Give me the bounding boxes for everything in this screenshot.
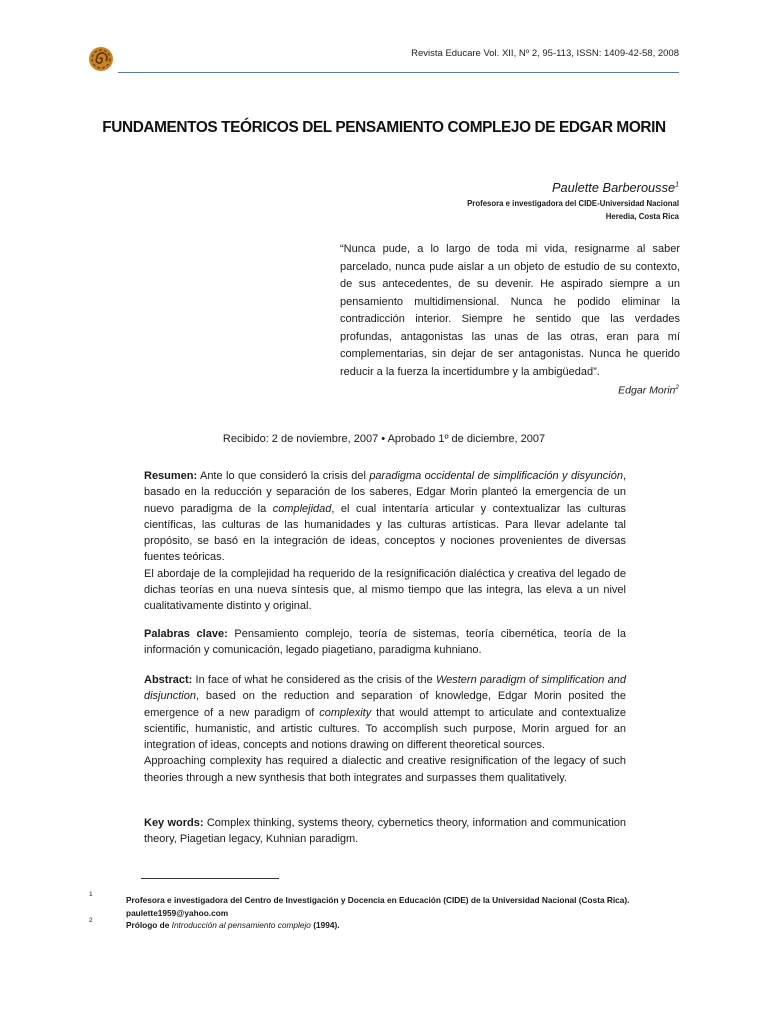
footnote-separator (141, 878, 279, 879)
paper-title: FUNDAMENTOS TEÓRICOS DEL PENSAMIENTO COMPLEJO DE EDGAR MORIN (102, 119, 666, 136)
footnote-number: 2 (89, 917, 93, 924)
footnote-2-text: Prólogo de (126, 920, 172, 930)
footnote-2-text: (1994). (310, 920, 340, 930)
abstract-text: that would attempt to articulate and contextualize scientific, humanistic, and artistic cultures. To accomplish such purpose, Morin argued for an integration of ideas, concepts and notions drawing on different theoretical sources. (144, 706, 626, 752)
resumen-text: Ante lo que consideró la crisis del (197, 470, 370, 482)
abstract-paragraph-2: Approaching complexity has required a dialectic and creative resignification of the legacy of such theories through a new synthesis that both integrates and surpasses them qualitatively. (144, 755, 626, 784)
footnote-1 (126, 894, 681, 920)
epigraph-quote: “Nunca pude, a lo largo de toda mi vida, resignarme al saber parcelado, nunca pude aislar a un objeto de estudio de su contexto, de sus antecedentes, de su devenir. He aspirado siempre a un pensamiento multidimensional. Nunca he podido eliminar la contradicción interior. Siempre he sentido que las verdades profundas, antagonistas las unas de las otras, eran para mí complementarias, sin dejar de ser antagonistas. Nunca he querido reducir a la fuerza la incertidumbre y la ambigüedad”. (340, 243, 680, 378)
abstract-paragraph-1 (144, 672, 626, 753)
spiral-logo-icon (88, 46, 114, 72)
affiliation-line-1: Profesora e investigadora del CIDE-Universidad Nacional (467, 199, 679, 208)
palabras-clave-section (144, 626, 626, 659)
resumen-label: Resumen: (144, 470, 198, 482)
abstract-text: In face of what he considered as the crisis of the (192, 674, 436, 686)
resumen-paragraph-2: El abordaje de la complejidad ha requerido de la resignificación dialéctica y creativa del legado de dichas teorías en una nueva síntesis que, al mismo tiempo que las integra, las eleva a un nivel cualitativamente distinto y original. (144, 567, 626, 613)
epigraph-author (618, 384, 679, 397)
abstract-italic: complexity (319, 706, 372, 719)
epigraph-footnote-ref: 2 (675, 384, 679, 391)
palabras-clave-text: Pensamiento complejo, teoría de sistemas, teoría cibernética, teoría de la información y comunicación, legado piagetiano, paradigma kuhniano. (144, 628, 626, 657)
resumen-text: , el cual intentaría articular y contextualizar las culturas científicas, las culturas de las humanidades y las culturas artísticas. Para llevar adelante tal propósito, se basó en la integración de ideas, conceptos y nociones provenientes de diversas fuentes teóricas. (144, 502, 626, 564)
abstract-text: , based on the reduction and separation of knowledge, Edgar Morin posited the emergence of a new paradigm of (144, 690, 626, 719)
received-approved-dates: Recibido: 2 de noviembre, 2007 • Aprobado 1º de diciembre, 2007 (222, 433, 546, 445)
palabras-clave-paragraph (144, 626, 626, 659)
footnote-1-text: Profesora e investigadora del Centro de Investigación y Docencia en Educación (CIDE) de la Universidad Nacional (Costa Rica). paulette1959@yahoo.com (126, 895, 630, 918)
resumen-paragraph-1 (144, 468, 626, 566)
author-footnote-ref: 1 (675, 181, 679, 189)
abstract-section (144, 672, 626, 786)
resumen-section (144, 468, 626, 615)
resumen-italic: complejidad (272, 502, 332, 515)
author-name-text: Paulette Barberousse (552, 180, 676, 195)
resumen-text: , basado en la reducción y separación de los saberes, Edgar Morin planteó la emergencia de un nuevo paradigma de la (144, 470, 626, 515)
epigraph-author-text: Edgar Morin (618, 384, 676, 397)
abstract-label: Abstract: (144, 674, 193, 686)
keywords-label: Key words: (144, 817, 204, 829)
journal-reference: Revista Educare Vol. XII, Nº 2, 95-113, ISSN: 1409-42-58, 2008 (411, 48, 679, 59)
keywords-paragraph (144, 815, 626, 848)
keywords-section (144, 815, 626, 848)
author-name (552, 180, 679, 195)
palabras-clave-label: Palabras clave: (144, 628, 228, 640)
resumen-italic: paradigma occidental de simplificación y disyunción (369, 470, 623, 482)
footnote-2-italic: Introducción al pensamiento complejo (171, 920, 311, 930)
abstract-italic: Western paradigm of simplification and disjunction (144, 674, 626, 703)
affiliation-line-2: Heredia, Costa Rica (605, 212, 679, 221)
header-rule (118, 72, 679, 73)
footnote-2 (126, 919, 681, 932)
footnote-number: 1 (89, 891, 93, 898)
keywords-text: Complex thinking, systems theory, cybernetics theory, information and communication theory, Piagetian legacy, Kuhnian paradigm. (144, 817, 627, 846)
